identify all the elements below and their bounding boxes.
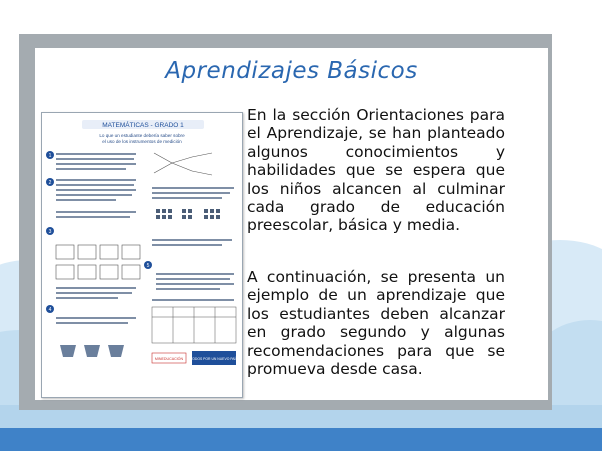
bottom-bar — [0, 428, 602, 451]
paragraph-orientaciones: En la sección Orientaciones para el Aprendizaje, se han planteado algunos conocimientos y habilidades que se espera que los niños alcancen al culminar cada grado de educación preescolar, básica y media. — [247, 106, 505, 235]
footer-logo-mineducacion: MINEDUCACIÓN — [154, 357, 184, 361]
doc-header-text: MATEMÁTICAS - GRADO 1 — [102, 122, 184, 129]
svg-text:5: 5 — [146, 263, 150, 269]
paragraph-continuacion: A continuación, se presenta un ejemplo de un aprendizaje que los estudiantes deben alcanzar en grado segundo y algunas recomendaciones para que se promueva desde casa. — [247, 268, 505, 379]
svg-text:4: 4 — [48, 307, 52, 313]
document-thumbnail — [41, 112, 243, 398]
footer-logo-nuevo-pais: TODOS POR UN NUEVO PAÍS — [190, 357, 238, 361]
svg-text:el uso de los instrumentos de: el uso de los instrumentos de medición — [102, 139, 182, 144]
doc-subtitle-text: Lo que un estudiante debería saber sobre — [99, 133, 185, 138]
document-preview-graphic — [42, 113, 242, 397]
svg-text:2: 2 — [48, 180, 52, 186]
slide-title: Aprendizajes Básicos — [165, 58, 418, 84]
svg-text:1: 1 — [48, 153, 52, 159]
slide-card — [35, 48, 548, 400]
svg-text:3: 3 — [48, 229, 52, 235]
